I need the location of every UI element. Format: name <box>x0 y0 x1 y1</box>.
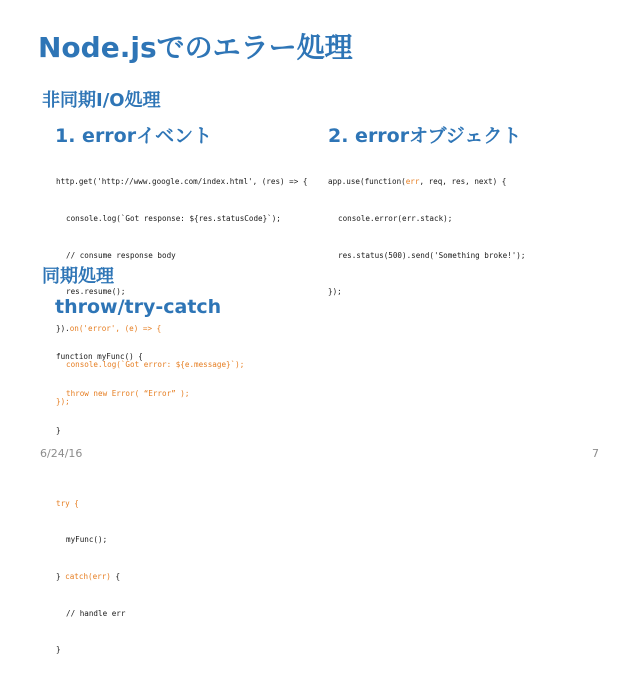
code-line: console.log(`Got response: ${res.statusCode}`); <box>66 214 281 224</box>
code-line: } <box>56 425 61 435</box>
page-number: 7 <box>592 447 599 460</box>
code-line: res.status(500).send('Something broke!'); <box>338 250 526 260</box>
code-line: } <box>56 645 61 655</box>
code-token: { <box>110 572 121 582</box>
code-line: throw new Error( “Error” ); <box>66 389 190 399</box>
sync-heading: 同期処理 <box>42 266 114 287</box>
code-keyword: catch(err) <box>65 572 111 582</box>
throw-try-catch-heading: throw/try-catch <box>55 296 222 318</box>
code-line: console.error(err.stack); <box>338 214 453 224</box>
code-line: }); <box>328 287 342 297</box>
error-object-code <box>328 152 525 323</box>
code-line: res.resume(); <box>66 287 126 297</box>
code-line: try { <box>56 498 79 508</box>
footer-date: 6/24/16 <box>40 447 83 460</box>
code-line: // consume response body <box>66 250 176 260</box>
code-keyword: on('error', (e) => { <box>69 323 162 333</box>
code-token: } <box>56 572 66 582</box>
code-blank-line <box>56 461 189 473</box>
code-line: myFunc(); <box>66 535 108 545</box>
sync-code <box>56 327 189 681</box>
slide-title: Node.jsでのエラー処理 <box>38 31 353 64</box>
code-keyword: err <box>405 177 420 187</box>
code-token: , req, res, next) { <box>419 177 507 187</box>
code-line: console.log(`Got error: ${e.message}`); <box>66 360 245 370</box>
code-token: app.use(function( <box>328 177 406 187</box>
code-line: http.get('http://www.google.com/index.html', (res) => { <box>56 177 308 187</box>
code-line: function myFunc() { <box>56 352 143 362</box>
code-line <box>56 571 189 583</box>
error-object-heading: 2. errorオブジェクト <box>328 125 522 147</box>
code-token: }). <box>56 323 70 333</box>
code-line <box>328 176 525 188</box>
code-line: // handle err <box>66 608 126 618</box>
error-event-heading: 1. errorイベント <box>55 125 213 147</box>
async-heading: 非同期I/O処理 <box>42 90 161 111</box>
code-line: }); <box>56 397 70 407</box>
